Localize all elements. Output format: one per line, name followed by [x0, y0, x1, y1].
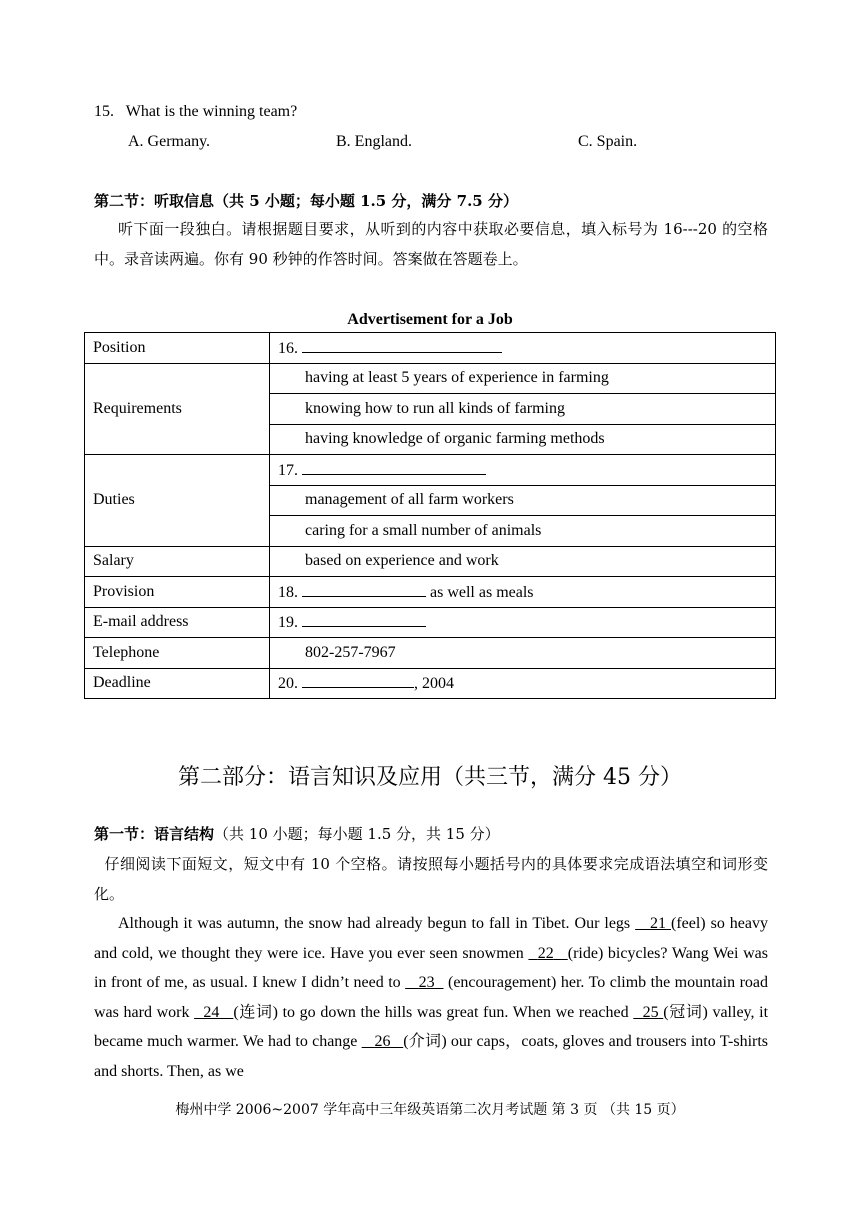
blank-23: 23	[418, 974, 435, 991]
row-value: knowing how to run all kinds of farming	[270, 394, 776, 425]
page-footer: 梅州中学 2006~2007 学年高中三年级英语第二次月考试题 第 3 页 （共 15 页）	[175, 1102, 685, 1118]
q15-line	[94, 102, 297, 122]
table-row	[85, 546, 776, 577]
q15-number: 15.	[94, 103, 114, 120]
q15-question: What is the winning team?	[125, 103, 298, 120]
part2-title: 第二部分：语言知识及应用（共三节，满分 45 分）	[178, 765, 682, 790]
row-value: based on experience and work	[270, 546, 776, 577]
table-title: Advertisement for a Job	[347, 311, 513, 328]
q15-option-a: A. Germany.	[128, 133, 211, 150]
row-value: 802-257-7967	[270, 638, 776, 669]
answer-blank	[302, 612, 426, 627]
sec1-heading-rest: （共 10 小题；每小题 1.5 分，共 15 分）	[214, 825, 500, 843]
q15-option-b: B. England.	[336, 133, 412, 150]
job-ad-table	[84, 332, 776, 699]
table-row	[85, 455, 776, 486]
row-label: Position	[85, 333, 270, 364]
blank-26: 26	[374, 1033, 391, 1050]
row-label: Duties	[85, 455, 270, 547]
table-row	[85, 363, 776, 394]
row-value: management of all farm workers	[270, 485, 776, 516]
row-label: Requirements	[85, 363, 270, 455]
answer-blank	[302, 338, 502, 353]
table-row	[85, 638, 776, 669]
answer-blank	[302, 673, 414, 688]
section-heading: 第二节：听取信息（共 5 小题；每小题 1.5 分，满分 7.5 分）	[94, 192, 518, 210]
row-value: having knowledge of organic farming methods	[270, 424, 776, 455]
row-value: 20. , 2004	[270, 668, 776, 699]
table-row	[85, 577, 776, 608]
row-value: 19.	[270, 607, 776, 638]
row-value: having at least 5 years of experience in farming	[270, 363, 776, 394]
cloze-passage: Although it was autumn, the snow had already begun to fall in Tibet. Our legs 21 (feel) so heavy and cold, we thought they were ice. Have you ever seen snowmen 22 (ride) bicycles? Wang Wei was in front of me, as usual. I knew I didn’t need to 23 (encouragement) her. To climb the mountain road was hard work 24 (连词) to go down the hills was great fun. When we reached 25 (冠词) valley, it became much warmer. We had to change 26 (介词) our caps，coats, gloves and trousers into T-shirts and shorts. Then, as we	[94, 915, 769, 1080]
row-value: 18. as well as meals	[270, 577, 776, 608]
row-label: Salary	[85, 546, 270, 577]
table-row	[85, 668, 776, 699]
answer-blank	[302, 460, 486, 475]
blank-22: 22	[537, 944, 554, 962]
row-value: caring for a small number of animals	[270, 516, 776, 547]
table-row	[85, 333, 776, 364]
answer-blank	[302, 582, 426, 597]
part2-sec1-instruction: 仔细阅读下面短文，短文中有 10 个空格。请按照每小题括号内的具体要求完成语法填空和词形变化。	[94, 855, 768, 903]
row-label: Deadline	[85, 668, 270, 699]
table-row	[85, 607, 776, 638]
row-label: Provision	[85, 577, 270, 608]
blank-25: 25	[642, 1003, 659, 1021]
row-label: Telephone	[85, 638, 270, 669]
sec1-heading-bold: 第一节：语言结构	[94, 825, 215, 843]
row-label: E-mail address	[85, 607, 270, 638]
blank-24: 24	[203, 1003, 220, 1021]
row-value: 17.	[270, 455, 776, 486]
section-instruction: 听下面一段独白。请根据题目要求，从听到的内容中获取必要信息，填入标号为 16---20 的空格中。录音读两遍。你有 90 秒钟的作答时间。答案做在答题卷上。	[94, 220, 768, 268]
part2-sec1-heading	[94, 824, 500, 844]
q15-option-c: C. Spain.	[578, 133, 638, 150]
blank-21: 21	[650, 915, 667, 932]
row-value: 16.	[270, 333, 776, 364]
